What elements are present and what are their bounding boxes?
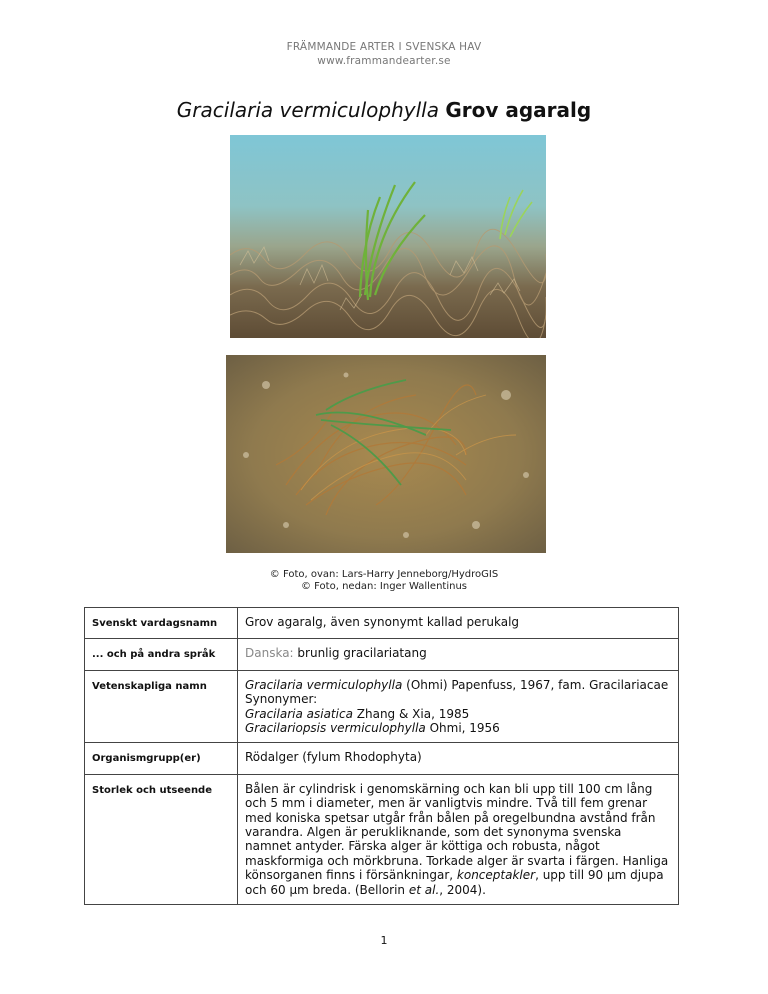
size-italic-1: konceptakler	[456, 868, 536, 883]
title-common-name: Grov agaralg	[445, 98, 592, 122]
size-italic-2: et al.	[408, 882, 440, 897]
sci-main-authority: (Ohmi) Papenfuss, 1967, fam. Gracilariacae	[406, 677, 669, 692]
value-scientific-names	[238, 670, 679, 743]
page-number: 1	[380, 934, 388, 947]
label-common-name: Svenskt vardagsnamn	[85, 608, 238, 639]
synonyms-label: Synonymer:	[245, 692, 318, 707]
language-value: brunlig gracilariatang	[297, 646, 427, 661]
page-title	[0, 98, 768, 122]
credit-bottom: © Foto, nedan: Inger Wallentinus	[300, 581, 468, 592]
photo-credits	[0, 569, 768, 593]
value-common-name: Grov agaralg, även synonymt kallad perukalg	[238, 608, 679, 639]
header-title: FRÄMMANDE ARTER I SVENSKA HAV	[286, 41, 482, 53]
row-scientific-names	[85, 670, 679, 743]
value-organism-group: Rödalger (fylum Rhodophyta)	[238, 743, 679, 774]
synonym-1-authority: Zhang & Xia, 1985	[356, 706, 470, 721]
credit-top: © Foto, ovan: Lars-Harry Jenneborg/HydroGIS	[269, 569, 499, 580]
row-other-languages	[85, 639, 679, 670]
size-text-1: Bålen är cylindrisk i genomskärning och kan bli upp till 100 cm lång och 5 mm i diameter, men är vanligtvis mindre. Två till fem grenar med koniska spetsar utgår från bålen på oregelbundna avstånd från varandra. Algen är perukliknande, som det synonyma svenska namnet antyder. Färska alger är köttiga och robusta, något maskformiga och mörkbruna. Torkade alger är svarta i färgen. Hanliga könsorganen finns i försänkningar,	[245, 781, 669, 883]
page-header	[0, 40, 768, 68]
label-size-appearance: Storlek och utseende	[85, 774, 238, 904]
label-organism-group: Organismgrupp(er)	[85, 743, 238, 774]
sci-main-name: Gracilaria vermiculophylla	[245, 677, 403, 692]
synonym-1-name: Gracilaria asiatica	[245, 706, 353, 721]
synonym-2-name: Gracilariopsis vermiculophylla	[245, 721, 426, 736]
language-name: Danska:	[245, 646, 294, 661]
synonym-2-authority: Ohmi, 1956	[429, 721, 500, 736]
size-text-3: , 2004).	[439, 882, 486, 897]
value-other-languages	[238, 639, 679, 670]
row-size-appearance	[85, 774, 679, 904]
row-organism-group	[85, 743, 679, 774]
size-text-2: , upp till 90 µm djupa och 60 µm breda. (Bellorin	[245, 868, 664, 897]
value-size-appearance	[238, 774, 679, 904]
photo-top-underwater	[230, 135, 546, 338]
species-facts-table	[84, 607, 679, 905]
row-common-name	[85, 608, 679, 639]
label-scientific-names: Vetenskapliga namn	[85, 670, 238, 743]
photo-bottom-closeup	[226, 355, 546, 553]
header-url: www.frammandearter.se	[317, 55, 451, 67]
label-other-languages: ... och på andra språk	[85, 639, 238, 670]
title-scientific-name: Gracilaria vermiculophylla	[176, 98, 439, 122]
